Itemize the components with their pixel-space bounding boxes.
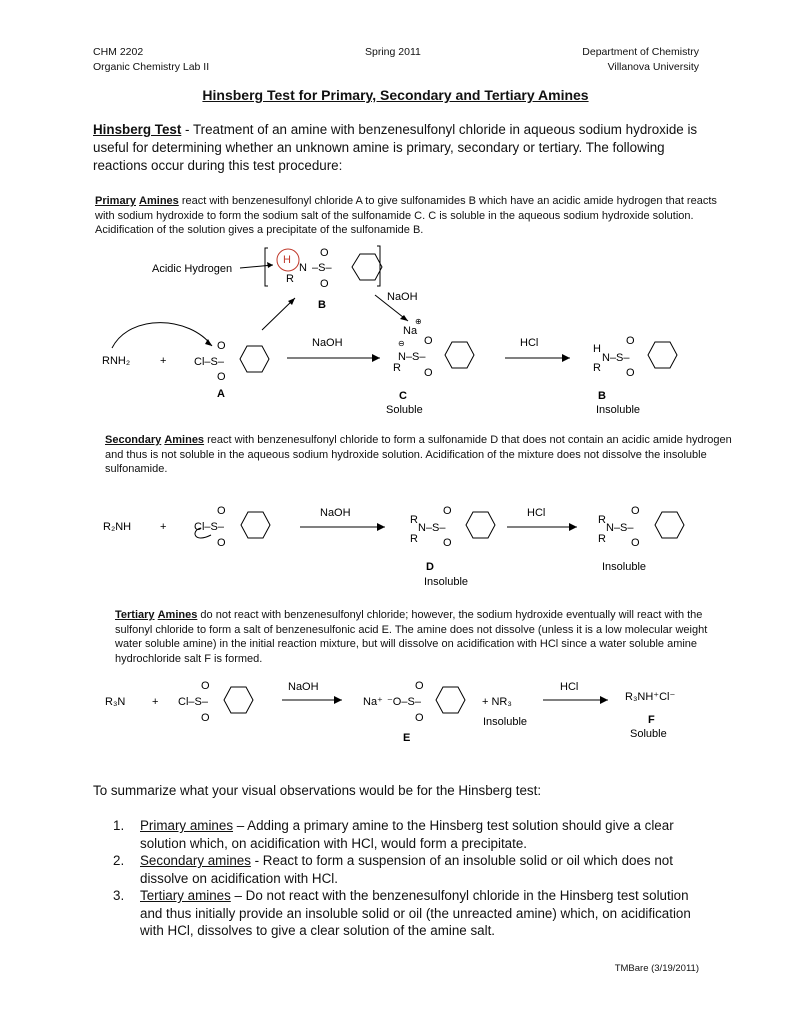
tertiary-paragraph <box>115 608 735 666</box>
svg-text:O: O <box>320 247 329 259</box>
term-label: Spring 2011 <box>365 46 421 58</box>
svg-text:R: R <box>598 514 606 526</box>
intro-text: - Treatment of an amine with benzenesulfonyl chloride in aqueous sodium hydroxide is useful for determining whether an unknown amine is primary, secondary or tertiary. The following reactions occur during this test procedure: <box>93 122 698 173</box>
svg-text:O: O <box>626 335 635 347</box>
label-e: E <box>403 732 411 744</box>
svg-text:O: O <box>424 335 433 347</box>
plus-sign: + <box>160 355 167 367</box>
svg-text:⊖: ⊖ <box>398 339 405 348</box>
svg-text:O: O <box>201 712 210 724</box>
primary-reaction-scheme <box>90 238 720 418</box>
svg-text:O: O <box>217 505 226 517</box>
header-left <box>93 45 209 75</box>
svg-text:N–S–: N–S– <box>606 522 634 534</box>
svg-text:O: O <box>631 505 640 517</box>
tertiary-amine: R₃N <box>105 696 126 708</box>
label-c: C <box>399 390 407 402</box>
svg-text:O: O <box>415 680 424 692</box>
insoluble-label-d: Insoluble <box>424 576 469 588</box>
reagent-naoh-1: NaOH <box>387 291 418 303</box>
label-a: A <box>217 388 225 400</box>
svg-text:N–S–: N–S– <box>602 352 630 364</box>
label-b-bottom: B <box>598 390 606 402</box>
intro-paragraph <box>93 121 703 175</box>
svg-text:O: O <box>217 371 226 383</box>
benzene-ring-b <box>352 254 382 280</box>
reagent-naoh-3: NaOH <box>320 507 351 519</box>
course-name: Organic Chemistry Lab II <box>93 61 210 73</box>
primary-heading-amines: Amines <box>139 195 179 207</box>
list-item <box>113 817 708 852</box>
svg-text:O: O <box>217 340 226 352</box>
insoluble-label-nr3: Insoluble <box>483 716 528 728</box>
svg-text:O: O <box>443 537 452 549</box>
svg-text:Cl–S–: Cl–S– <box>178 696 208 708</box>
svg-text:⊕: ⊕ <box>415 317 422 326</box>
svg-text:O: O <box>415 712 424 724</box>
svg-text:O: O <box>626 367 635 379</box>
primary-amine: RNH₂ <box>102 355 131 367</box>
benzene-ring-c <box>445 342 474 368</box>
list-text: – Do not react with the benzenesulfonyl chloride in the Hinsberg test solution and thus initially provide an insoluble solid or oil (the unreacted amine) which, on acidification with HCl, dissolves to give a clear solution of the amine salt. <box>140 888 691 938</box>
department: Department of Chemistry <box>582 46 699 58</box>
svg-text:Cl–S–: Cl–S– <box>194 521 224 533</box>
svg-text:O: O <box>631 537 640 549</box>
label-b-top: B <box>318 299 326 311</box>
secondary-text: react with benzenesulfonyl chloride to form a sulfonamide D that does not contain an acidic amide hydrogen and thus is not soluble in the aqueous sodium hydroxide solution. Acidification of the mixture does not dissolve the insoluble sulfonamide. <box>105 434 732 475</box>
tertiary-text: do not react with benzenesulfonyl chloride; however, the sodium hydroxide eventually will react with the sulfonyl chloride to form a salt of benzenesulfonic acid E. The amine does not dissolve (unless it is a low molecular weight water soluble amine) in the initial reaction mixture, but will dissolve on acidification with HCl since a water soluble amine hydrochloride salt F is formed. <box>115 609 708 665</box>
footer-credit: TMBare (3/19/2011) <box>614 963 699 974</box>
list-item <box>113 887 708 940</box>
svg-text:Na: Na <box>403 325 418 337</box>
secondary-amine: R₂NH <box>103 521 132 533</box>
summary-intro: To summarize what your visual observations would be for the Hinsberg test: <box>93 783 542 798</box>
plus-sign: + <box>160 521 167 533</box>
svg-text:R: R <box>286 273 294 285</box>
tertiary-reaction-scheme <box>100 675 710 750</box>
secondary-heading-amines: Amines <box>164 434 205 446</box>
bracket-left <box>265 248 268 286</box>
reagent-hcl-3: HCl <box>560 681 579 693</box>
svg-text:–S–: –S– <box>312 262 332 274</box>
svg-text:O: O <box>443 505 452 517</box>
soluble-label-f: Soluble <box>630 728 667 740</box>
svg-text:N: N <box>299 262 307 274</box>
acidic-hydrogen-label: Acidic Hydrogen <box>152 263 233 275</box>
label-f: F <box>648 714 655 726</box>
reagent-hcl-1: HCl <box>520 337 539 349</box>
summary-list <box>113 817 708 940</box>
svg-text:O: O <box>217 537 226 549</box>
secondary-reaction-scheme <box>95 500 715 595</box>
tertiary-heading: Tertiary <box>115 609 155 621</box>
svg-text:O: O <box>424 367 433 379</box>
soluble-label: Soluble <box>386 404 423 416</box>
svg-text:R: R <box>393 362 401 374</box>
benzene-ring-a <box>240 346 269 372</box>
plus-nr3: + NR₃ <box>482 696 512 708</box>
bracket-right <box>377 246 380 286</box>
insoluble-label-2: Insoluble <box>602 561 647 573</box>
list-text: – Adding a primary amine to the Hinsberg test solution should give a clear solution which, on acidification with HCl, would form a precipitate. <box>140 818 674 851</box>
list-item <box>113 852 708 887</box>
label-d: D <box>426 561 434 573</box>
benzene-ring-sec-1 <box>241 512 270 538</box>
reagent-naoh-2: NaOH <box>312 337 343 349</box>
primary-text: react with benzenesulfonyl chloride A to give sulfonamides B which have an acidic amide hydrogen that reacts with sodium hydroxide to form the sodium salt of the sulfonamide C. C is soluble in the aqueous sodium hydroxide solution. Acidification of the solution gives a precipitate of the sulfonamide B. <box>95 195 717 236</box>
reagent-naoh-4: NaOH <box>288 681 319 693</box>
primary-paragraph <box>95 194 735 238</box>
svg-text:R: R <box>593 362 601 374</box>
list-text: - React to form a suspension of an insoluble solid or oil which does not dissolve on acidification with HCl. <box>140 853 673 886</box>
svg-text:R: R <box>410 514 418 526</box>
benzene-ring-sec-2 <box>466 512 495 538</box>
svg-text:H: H <box>593 343 601 355</box>
secondary-heading: Secondary <box>105 434 162 446</box>
list-number: 2. <box>113 853 125 868</box>
curved-arrow-attack <box>112 323 212 348</box>
svg-text:R: R <box>598 533 606 545</box>
svg-text:⁻O–S–: ⁻O–S– <box>387 696 421 708</box>
svg-text:N–S–: N–S– <box>418 522 446 534</box>
sodium-ion: Na⁺ <box>363 696 383 708</box>
list-term: Primary amines <box>140 818 234 833</box>
university: Villanova University <box>607 61 699 73</box>
svg-text:H: H <box>283 254 291 266</box>
tertiary-heading-amines: Amines <box>157 609 198 621</box>
svg-text:O: O <box>320 278 329 290</box>
primary-heading: Primary <box>95 195 136 207</box>
list-number: 3. <box>113 888 125 903</box>
plus-sign: + <box>152 696 159 708</box>
list-number: 1. <box>113 818 125 833</box>
benzene-ring-ter-2 <box>436 687 465 713</box>
benzene-ring-b2 <box>648 342 677 368</box>
svg-text:R: R <box>410 533 418 545</box>
page-title: Hinsberg Test for Primary, Secondary and Tertiary Amines <box>202 87 589 103</box>
svg-text:O: O <box>201 680 210 692</box>
svg-text:Cl–S–: Cl–S– <box>194 356 224 368</box>
list-term: Tertiary amines <box>140 888 231 903</box>
list-term: Secondary amines <box>140 853 251 868</box>
intro-lead: Hinsberg Test <box>93 122 182 137</box>
benzene-ring-sec-3 <box>655 512 684 538</box>
svg-text:N–S–: N–S– <box>398 351 426 363</box>
header-right <box>582 45 699 75</box>
secondary-paragraph <box>105 433 740 477</box>
reagent-hcl-2: HCl <box>527 507 546 519</box>
insoluble-label: Insoluble <box>596 404 641 416</box>
amine-salt: R₃NH⁺Cl⁻ <box>625 691 676 703</box>
course-code: CHM 2202 <box>93 46 144 58</box>
benzene-ring-ter-1 <box>224 687 253 713</box>
